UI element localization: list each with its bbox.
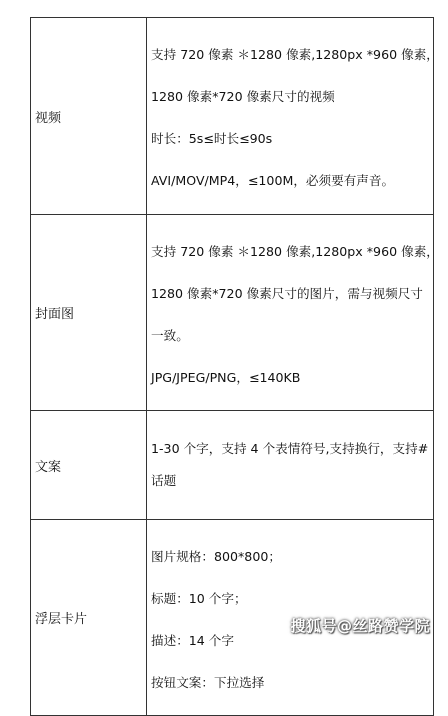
row-content: [147, 411, 434, 520]
content-line: 一致。: [151, 327, 189, 343]
spec-table: [30, 17, 439, 716]
content-line: 时长：5s≤时长≤90s: [151, 131, 273, 146]
content-line: 支持 720 像素 ＊1280 像素,1280px *960 像素，: [151, 47, 439, 62]
content-line: 按钮文案：下拉选择: [151, 674, 265, 690]
content-line: 话题: [151, 473, 177, 488]
table-row: [31, 215, 434, 411]
content-line: 图片规格：800*800；: [151, 548, 281, 564]
content-line: 1280 像素*720 像素尺寸的图片，需与视频尺寸: [151, 285, 423, 301]
table-row: [31, 411, 434, 520]
content-line: 描述：14 个字: [151, 632, 234, 648]
content-line: 标题：10 个字；: [151, 590, 247, 606]
content-line: JPG/JPEG/PNG，≤140KB: [151, 369, 301, 385]
content-line: 支持 720 像素 ＊1280 像素,1280px *960 像素，: [151, 243, 439, 259]
row-content: [147, 18, 439, 215]
content-line: AVI/MOV/MP4，≤100M，必须要有声音。: [151, 173, 395, 188]
row-label: 封面图: [31, 215, 147, 411]
row-label: 文案: [31, 411, 147, 520]
row-content: [147, 215, 439, 411]
content-line: 1280 像素*720 像素尺寸的视频: [151, 89, 335, 104]
watermark-text: 搜狐号@丝路赞学院: [290, 617, 430, 635]
table-row: [31, 18, 434, 215]
content-line: 1-30 个字，支持 4 个表情符号,支持换行，支持#: [151, 441, 429, 456]
row-label: 视频: [31, 18, 147, 215]
row-label: 浮层卡片: [31, 520, 147, 716]
